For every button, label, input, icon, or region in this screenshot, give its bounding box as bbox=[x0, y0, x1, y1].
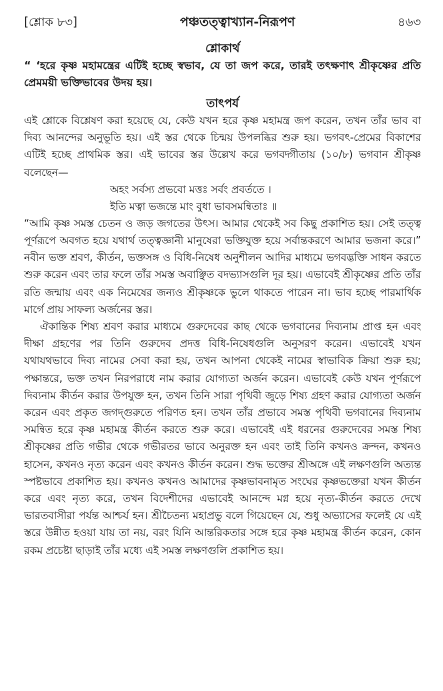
running-header bbox=[24, 14, 421, 30]
translation-heading: শ্লোকার্থ bbox=[205, 41, 240, 55]
purport-intro: এই শ্লোকে বিশ্লেষণ করা হয়েছে যে, কেউ যখন হরে কৃষ্ণ মহামন্ত্র জপ করেন, তখন তাঁর ভাব বা দিব্য আনন্দের অনুভূতি হয়। এই স্তর থেকে চিন্ময় উপলব্ধির শুরু হয়। ভগবৎ-প্রেমের বিকাশের এটিই হচ্ছে প্রাথমিক স্তর। এই ভাবের স্তর উল্লেখ করে ভগবদ্গীতায় (১০/৮) ভগবান শ্রীকৃষ্ণ বলেছেন— bbox=[24, 115, 421, 179]
verse-reference: [শ্লোক ৮৩] bbox=[24, 15, 78, 29]
purport-paragraph: “আমি কৃষ্ণ সমস্ত চেতন ও জড় জগতের উৎস। আমার থেকেই সব কিছু প্রকাশিত হয়। সেই তত্ত্ব পূর্ণরূপে অবগত হয়ে যথার্থ তত্ত্বজ্ঞানী মানুষেরা ভক্তিযুক্ত হয়ে সর্বান্তকরণে আমার ভজনা করে।” নবীন ভক্ত শ্রবণ, কীর্তন, ভক্তসঙ্গ ও বিধি-নিষেধ অনুশীলন আদির মাধ্যমে ভগবদ্ভক্তি সাধন করতে শুরু করেন এবং তার ফলে তাঁর সমস্ত অবাঞ্ছিত বদভ্যাসগুলি দূর হয়। এভাবেই শ্রীকৃষ্ণের প্রতি তাঁর রতি জন্মায় এবং এক নিমেষের জন্যও শ্রীকৃষ্ণকে ভুলে থাকতে পারেন না। ভাব হচ্ছে পারমার্থিক মার্গে প্রায় সাফল্য অর্জনের স্তর। bbox=[24, 217, 421, 316]
verse-line: অহং সর্বস্য প্রভবো মত্তঃ সর্বং প্রবর্ততে । bbox=[110, 183, 272, 196]
quoted-verse bbox=[24, 182, 421, 216]
purport-heading: তাৎপর্য bbox=[206, 96, 239, 110]
translation-text: “ ‘হরে কৃষ্ণ মহামন্ত্রের এটিই হচ্ছে স্বভাব, যে তা জপ করে, তারই তৎক্ষণাৎ শ্রীকৃষ্ণের প্রতি প্রেমময়ী ভক্তিভাবের উদয় হয়। bbox=[24, 60, 421, 89]
page-number: ৪৬৩ bbox=[397, 15, 421, 29]
purport-paragraph: ঐকান্তিক শিষ্য শ্রবণ করার মাধ্যমে গুরুদেবের কাছ থেকে ভগবানের দিব্যনাম প্রাপ্ত হন এবং দীক্ষা গ্রহণের পর তিনি গুরুদেব প্রদত্ত বিধি-নিষেধগুলি অনুসরণ করেন। এভাবেই যখন যথাযথভাবে দিব্য নামের সেবা করা হয়, তখন আপনা থেকেই নামের স্বাভাবিক ক্রিয়া শুরু হয়; পক্ষান্তরে, ভক্ত তখন নিরপরাধে নাম করার যোগ্যতা অর্জন করেন। এভাবেই কেউ যখন পূর্ণরূপে দিব্যনাম কীর্তন করার উপযুক্ত হন, তখন তিনি সারা পৃথিবী জুড়ে শিষ্য গ্রহণ করার যোগ্যতা অর্জন করেন এবং প্রকৃত জগদ্গুরুতে পরিণত হন। তখন তাঁর প্রভাবে সমস্ত পৃথিবী ভগবানের দিব্যনাম সমন্বিত হরে কৃষ্ণ মহামন্ত্র কীর্তন করতে শুরু করে। এভাবেই এই ধরনের গুরুদেবের সমস্ত শিষ্য শ্রীকৃষ্ণের প্রতি গভীর থেকে গভীরতর ভাবে অনুরক্ত হন এবং তাই তিনি কখনও ক্রন্দন, কখনও হাসেন, কখনও নৃত্য করেন এবং কখনও কীর্তন করেন। শুদ্ধ ভক্তের শ্রীঅঙ্গে এই লক্ষণগুলি অত্যন্ত স্পষ্টভাবে প্রকাশিত হয়। কখনও কখনও আমাদের কৃষ্ণভাবনামৃত সংঘের কৃষ্ণভক্তেরা যখন কীর্তন করে এবং নৃত্য করে, তখন বিদেশীদের এভাবেই আনন্দে মগ্ন হয়ে নৃত্য-কীর্তন করতে দেখে ভারতবাসীরা পর্যন্ত আশ্চর্য হন। শ্রীচৈতন্য মহাপ্রভু বলে গিয়েছেন যে, শুধু অভ্যাসের ফলেই যে এই স্তরে উন্নীত হওয়া যায় তা নয়, বরং যিনি আন্তরিকতার সঙ্গে হরে কৃষ্ণ মহামন্ত্র কীর্তন করেন, কোন রকম প্রচেষ্টা ছাড়াই তাঁর মধ্যে এই সমস্ত লক্ষণগুলি প্রকাশিত হয়। bbox=[24, 321, 421, 557]
verse-line: ইতি মত্বা ভজন্তে মাং বুধা ভাবসমন্বিতাঃ ॥ bbox=[110, 200, 277, 213]
chapter-title: পঞ্চতত্ত্বাখ্যান-নিরূপণ bbox=[179, 14, 295, 29]
